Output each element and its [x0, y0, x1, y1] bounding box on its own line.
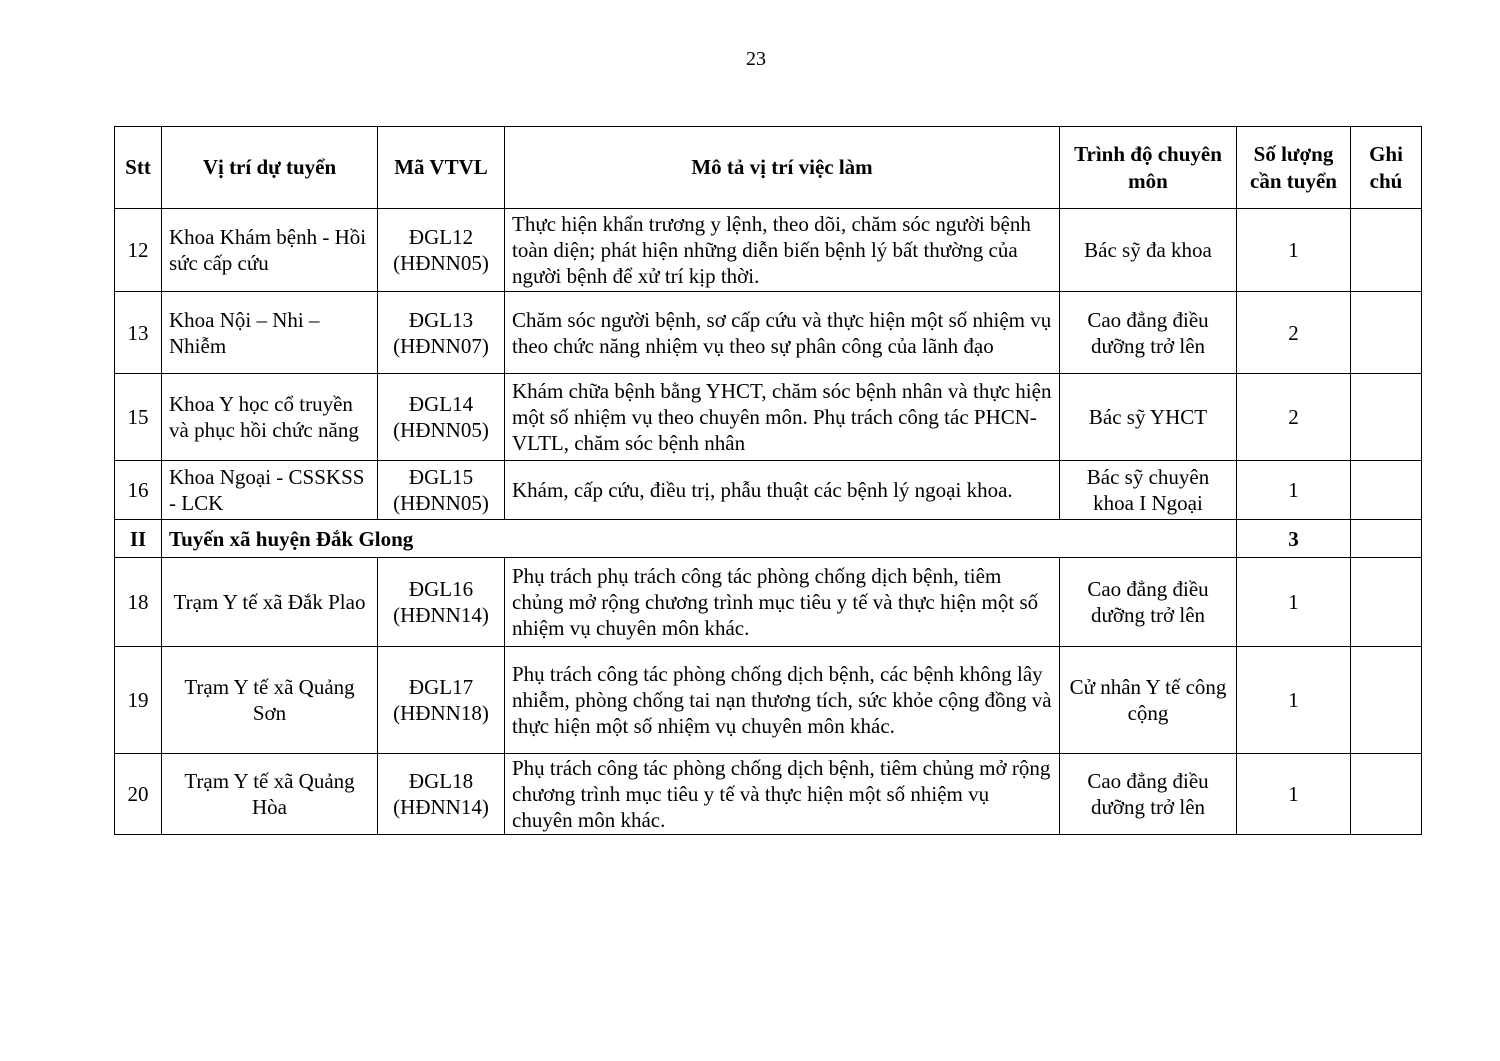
cell-quantity: 2: [1237, 374, 1351, 461]
cell-note: [1351, 374, 1422, 461]
cell-position: Khoa Ngoại - CSSKSS - LCK: [162, 461, 378, 520]
cell-note: [1351, 292, 1422, 374]
cell-qualification: Cao đẳng điều dưỡng trở lên: [1060, 558, 1237, 647]
header-quantity: Số lượng cần tuyển: [1237, 127, 1351, 209]
section-note: [1351, 520, 1422, 558]
cell-quantity: 1: [1237, 461, 1351, 520]
table-row: [115, 209, 1422, 292]
cell-qualification: Cao đẳng điều dưỡng trở lên: [1060, 292, 1237, 374]
table-row: [115, 647, 1422, 754]
cell-stt: 18: [115, 558, 162, 647]
page-number: 23: [746, 48, 766, 70]
cell-position: Trạm Y tế xã Đắk Plao: [162, 558, 378, 647]
header-description: Mô tả vị trí việc làm: [505, 127, 1060, 209]
cell-position: Trạm Y tế xã Quảng Hòa: [162, 754, 378, 835]
header-position: Vị trí dự tuyển: [162, 127, 378, 209]
cell-quantity: 1: [1237, 209, 1351, 292]
cell-description: Thực hiện khẩn trương y lệnh, theo dõi, chăm sóc người bệnh toàn diện; phát hiện những diễn biến bệnh lý bất thường của người bệnh để xử trí kịp thời.: [505, 209, 1060, 292]
cell-code: ĐGL12 (HĐNN05): [378, 209, 505, 292]
cell-note: [1351, 754, 1422, 835]
cell-description: Khám, cấp cứu, điều trị, phẫu thuật các bệnh lý ngoại khoa.: [505, 461, 1060, 520]
section-row: [115, 520, 1422, 558]
cell-description: Phụ trách phụ trách công tác phòng chống dịch bệnh, tiêm chủng mở rộng chương trình mục tiêu y tế và thực hiện một số nhiệm vụ chuyên môn khác.: [505, 558, 1060, 647]
cell-position: Trạm Y tế xã Quảng Sơn: [162, 647, 378, 754]
cell-stt: 16: [115, 461, 162, 520]
cell-code: ĐGL16 (HĐNN14): [378, 558, 505, 647]
table-row: [115, 558, 1422, 647]
table-row: [115, 461, 1422, 520]
cell-stt: 20: [115, 754, 162, 835]
header-qualification: Trình độ chuyên môn: [1060, 127, 1237, 209]
cell-code: ĐGL14 (HĐNN05): [378, 374, 505, 461]
cell-qualification: Bác sỹ chuyên khoa I Ngoại: [1060, 461, 1237, 520]
cell-quantity: 2: [1237, 292, 1351, 374]
table-header-row: [115, 127, 1422, 209]
section-stt: II: [115, 520, 162, 558]
cell-description: Khám chữa bệnh bằng YHCT, chăm sóc bệnh nhân và thực hiện một số nhiệm vụ theo chuyên môn. Phụ trách công tác PHCN-VLTL, chăm sóc bệnh nhân: [505, 374, 1060, 461]
cell-position: Khoa Khám bệnh - Hồi sức cấp cứu: [162, 209, 378, 292]
table-row: [115, 292, 1422, 374]
cell-code: ĐGL15 (HĐNN05): [378, 461, 505, 520]
cell-code: ĐGL13 (HĐNN07): [378, 292, 505, 374]
header-code: Mã VTVL: [378, 127, 505, 209]
cell-note: [1351, 647, 1422, 754]
cell-description: Chăm sóc người bệnh, sơ cấp cứu và thực hiện một số nhiệm vụ theo chức năng nhiệm vụ theo sự phân công của lãnh đạo: [505, 292, 1060, 374]
cell-note: [1351, 461, 1422, 520]
cell-description: Phụ trách công tác phòng chống dịch bệnh, tiêm chủng mở rộng chương trình mục tiêu y tế và thực hiện một số nhiệm vụ chuyên môn khác.: [505, 754, 1060, 835]
recruitment-table: [114, 126, 1422, 835]
cell-qualification: Cử nhân Y tế công cộng: [1060, 647, 1237, 754]
cell-stt: 15: [115, 374, 162, 461]
section-quantity: 3: [1237, 520, 1351, 558]
cell-quantity: 1: [1237, 754, 1351, 835]
cell-note: [1351, 209, 1422, 292]
cell-quantity: 1: [1237, 647, 1351, 754]
cell-qualification: Bác sỹ đa khoa: [1060, 209, 1237, 292]
cell-stt: 13: [115, 292, 162, 374]
cell-qualification: Cao đẳng điều dưỡng trở lên: [1060, 754, 1237, 835]
cell-description: Phụ trách công tác phòng chống dịch bệnh, các bệnh không lây nhiễm, phòng chống tai nạn thương tích, sức khỏe cộng đồng và thực hiện một số nhiệm vụ chuyên môn khác.: [505, 647, 1060, 754]
table-row: [115, 754, 1422, 835]
cell-quantity: 1: [1237, 558, 1351, 647]
cell-code: ĐGL18 (HĐNN14): [378, 754, 505, 835]
table-row: [115, 374, 1422, 461]
header-stt: Stt: [115, 127, 162, 209]
cell-position: Khoa Y học cổ truyền và phục hồi chức năng: [162, 374, 378, 461]
header-note: Ghi chú: [1351, 127, 1422, 209]
cell-stt: 19: [115, 647, 162, 754]
cell-code: ĐGL17 (HĐNN18): [378, 647, 505, 754]
cell-position: Khoa Nội – Nhi – Nhiễm: [162, 292, 378, 374]
section-title: Tuyến xã huyện Đắk Glong: [162, 520, 1237, 558]
cell-qualification: Bác sỹ YHCT: [1060, 374, 1237, 461]
cell-note: [1351, 558, 1422, 647]
cell-stt: 12: [115, 209, 162, 292]
